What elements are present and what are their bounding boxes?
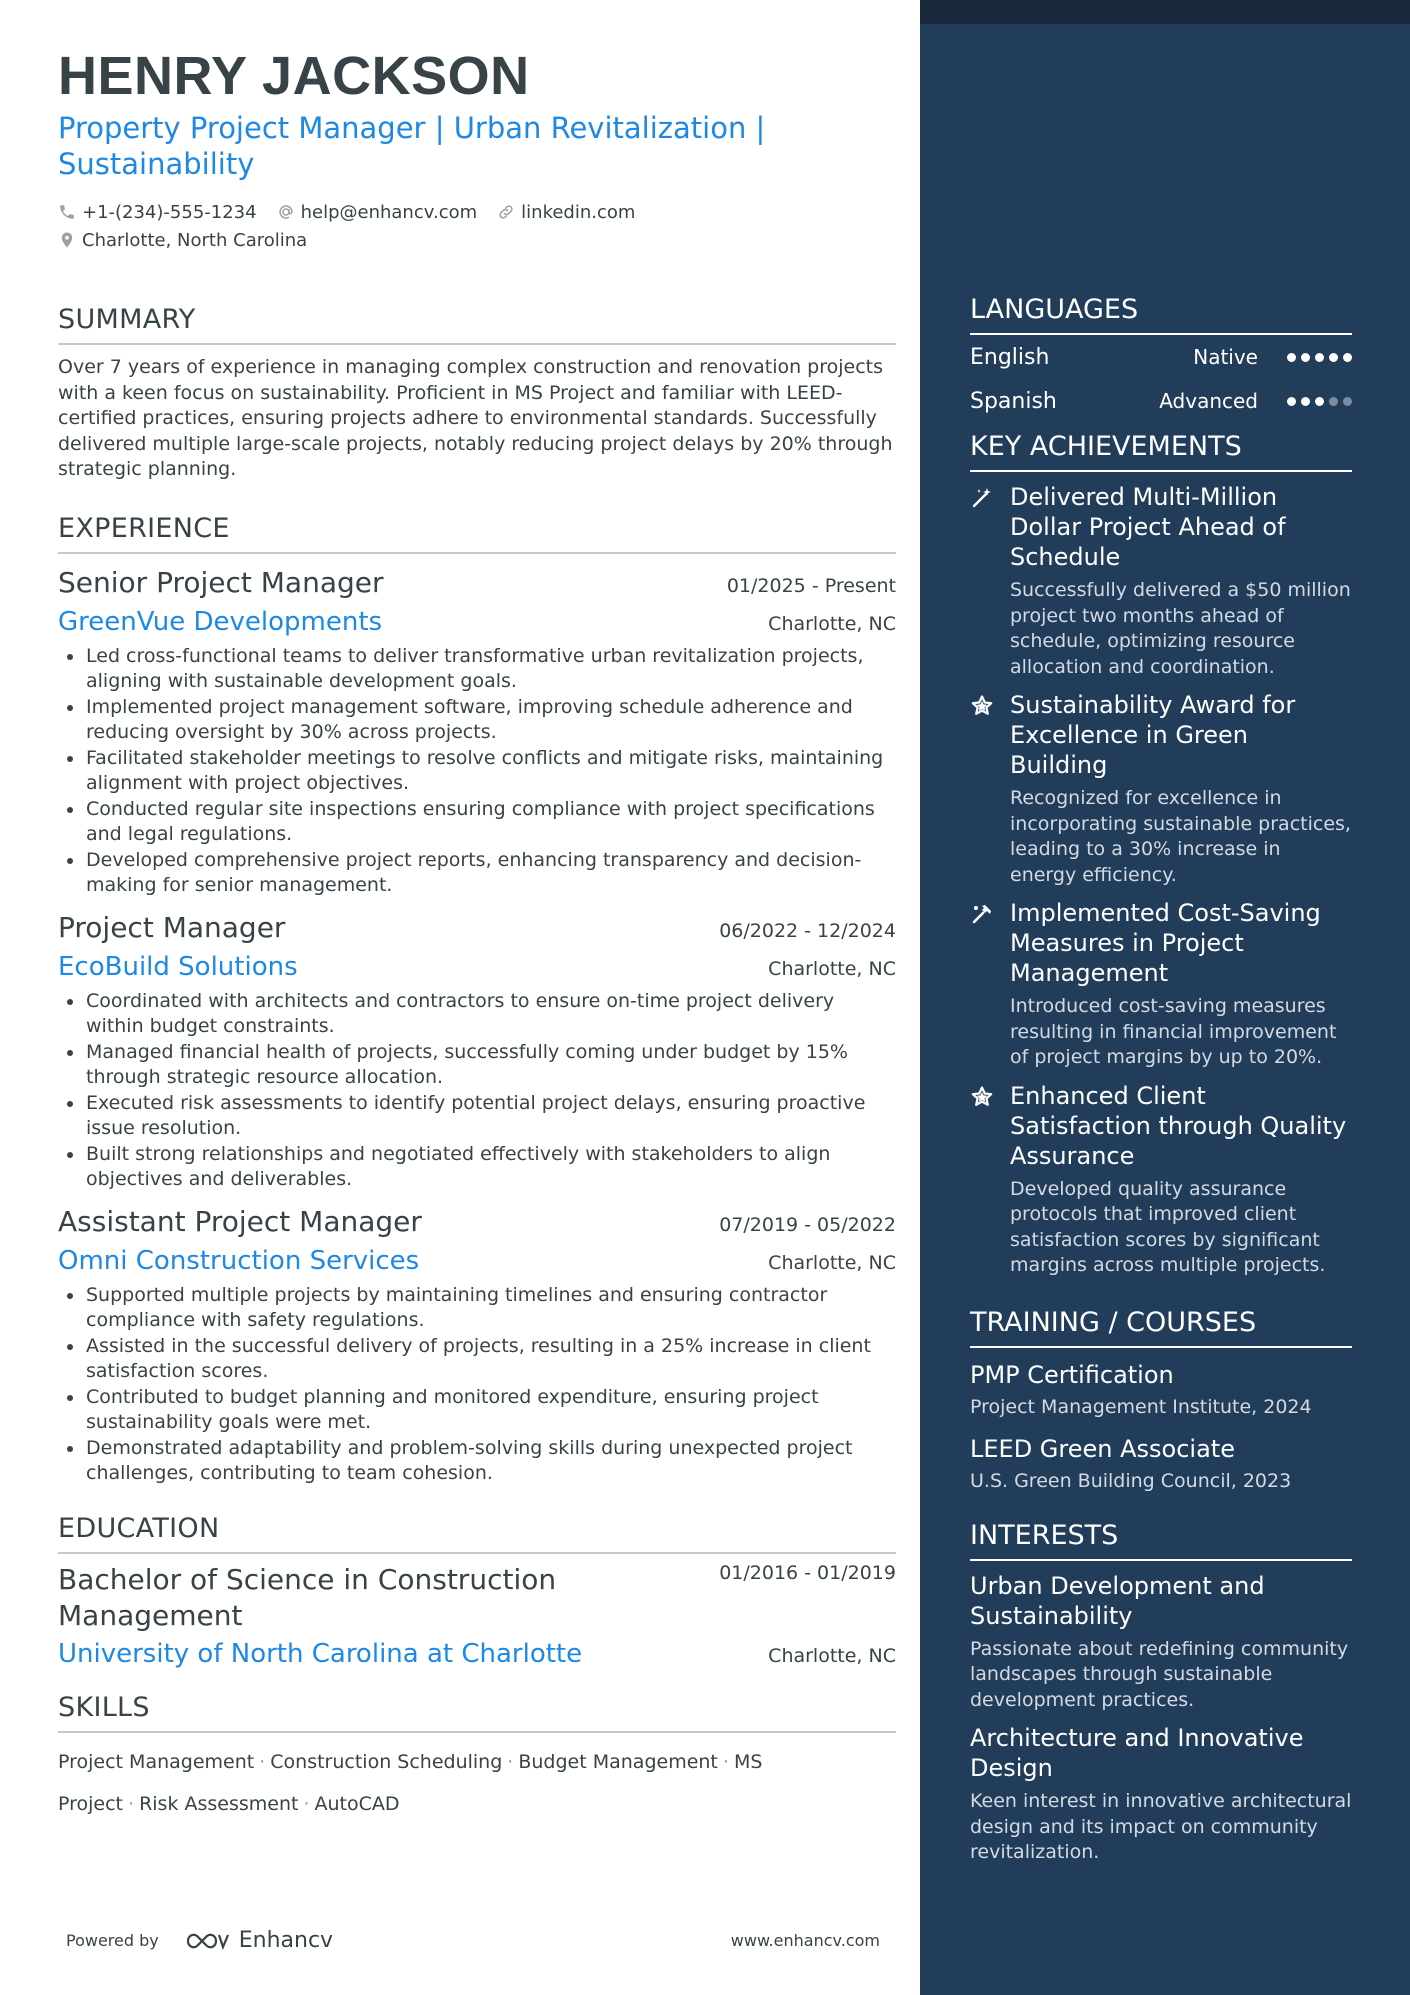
education-school: University of North Carolina at Charlotte — [58, 1638, 583, 1669]
course-provider: Project Management Institute, 2024 — [970, 1395, 1312, 1418]
course-name: PMP Certification — [970, 1360, 1174, 1389]
rating-dot — [1343, 397, 1352, 406]
skill-item: MS Project — [58, 1750, 763, 1815]
bullet-item: Built strong relationships and negotiated effectively with stakeholders to align objectives and deliverables. — [58, 1142, 896, 1193]
achievement-description: Introduced cost-saving measures resulting in financial improvement of project margins by up to 20%. — [1010, 995, 1337, 1068]
achievement-body — [1010, 482, 1352, 680]
skill-separator: · — [259, 1750, 266, 1773]
job-title: Project Manager — [58, 910, 286, 944]
job-title: Assistant Project Manager — [58, 1204, 422, 1238]
skills-list — [58, 1741, 888, 1825]
experience-list — [58, 564, 896, 1487]
education-heading: EDUCATION — [58, 1513, 896, 1554]
company-name: GreenVue Developments — [58, 606, 383, 637]
achievement-title: Sustainability Award for Excellence in Green Building — [1010, 691, 1296, 779]
languages-list — [970, 335, 1352, 423]
link-icon — [497, 203, 515, 221]
achievement-title: Delivered Multi-Million Dollar Project Ahead of Schedule — [1010, 483, 1286, 571]
bullet-item: Supported multiple projects by maintaining timelines and ensuring contractor compliance with safety regulations. — [58, 1283, 896, 1334]
achievement-description: Successfully delivered a $50 million project two months ahead of schedule, optimizing resource allocation and coordination. — [1010, 579, 1351, 678]
skill-separator: · — [722, 1750, 729, 1773]
enhancv-logo-icon — [185, 1930, 231, 1952]
job-bullets — [58, 989, 896, 1193]
footer — [66, 1928, 880, 1953]
phone-contact[interactable] — [58, 202, 257, 223]
interest-item — [970, 1571, 1352, 1714]
job-subheader — [58, 604, 896, 640]
language-item — [970, 335, 1352, 379]
skill-separator: · — [303, 1792, 310, 1815]
location-text: Charlotte, North Carolina — [82, 229, 308, 251]
achievement-title: Enhanced Client Satisfaction through Quality Assurance — [1010, 1081, 1347, 1170]
experience-item — [58, 909, 896, 1193]
rating-dot — [1301, 397, 1310, 406]
at-icon — [277, 203, 295, 221]
course-item — [970, 1432, 1352, 1496]
rating-dot — [1329, 353, 1338, 362]
company-name: EcoBuild Solutions — [58, 951, 298, 982]
job-dates: 07/2019 - 05/2022 — [719, 1213, 896, 1236]
language-level: Advanced — [1159, 389, 1258, 413]
contact-info — [58, 198, 896, 254]
achievement-description: Recognized for excellence in incorporating sustainable practices, leading to a 30% increase in energy efficiency. — [1010, 787, 1351, 886]
skill-separator: · — [507, 1750, 514, 1773]
experience-item — [58, 564, 896, 899]
phone-icon — [58, 203, 76, 221]
footer-url[interactable]: www.enhancv.com — [730, 1931, 880, 1950]
job-bullets — [58, 1283, 896, 1487]
location-pin-icon — [58, 231, 76, 249]
powered-by-label: Powered by — [66, 1931, 159, 1950]
rating-dot — [1287, 353, 1296, 362]
rating-dot — [1301, 353, 1310, 362]
enhancv-logo[interactable] — [185, 1928, 333, 1953]
language-name: English — [970, 344, 1050, 370]
skill-item: AutoCAD — [314, 1792, 400, 1815]
job-subheader — [58, 1243, 896, 1279]
magic-wand-icon — [970, 482, 1010, 680]
languages-heading: LANGUAGES — [970, 294, 1352, 335]
email-text: help@enhancv.com — [300, 201, 478, 223]
rating-dot — [1329, 397, 1338, 406]
bullet-item: Demonstrated adaptability and problem-solving skills during unexpected project challenges, contributing to team cohesion. — [58, 1436, 896, 1487]
email-contact[interactable] — [277, 202, 478, 223]
interest-name: Urban Development and Sustainability — [970, 1571, 1265, 1630]
rating-dot — [1315, 397, 1324, 406]
sidebar — [920, 0, 1410, 1995]
headline: Property Project Manager | Urban Revitalization | Sustainability — [58, 111, 766, 181]
job-bullets — [58, 644, 896, 899]
language-rating — [1282, 353, 1352, 362]
phone-text: +1-(234)-555-1234 — [82, 201, 257, 223]
bullet-item: Assisted in the successful delivery of projects, resulting in a 25% increase in client satisfaction scores. — [58, 1334, 896, 1385]
hammer-icon — [970, 898, 1010, 1071]
rating-dot — [1287, 397, 1296, 406]
skill-item: Budget Management — [518, 1750, 718, 1773]
course-item — [970, 1358, 1352, 1422]
bullet-item: Implemented project management software, improving schedule adherence and reducing oversight by 30% across projects. — [58, 695, 896, 746]
company-name: Omni Construction Services — [58, 1245, 420, 1276]
linkedin-contact[interactable] — [497, 202, 635, 223]
bullet-item: Managed financial health of projects, successfully coming under budget by 15% through strategic resource allocation. — [58, 1040, 896, 1091]
achievements-list — [970, 482, 1352, 1279]
linkedin-text: linkedin.com — [521, 201, 636, 223]
bullet-item: Executed risk assessments to identify potential project delays, ensuring proactive issue resolution. — [58, 1091, 896, 1142]
star-icon — [970, 690, 1010, 888]
bullet-item: Contributed to budget planning and monitored expenditure, ensuring project sustainability goals were met. — [58, 1385, 896, 1436]
skill-item: Construction Scheduling — [270, 1750, 503, 1773]
job-header — [58, 564, 896, 602]
bullet-item: Facilitated stakeholder meetings to resolve conflicts and mitigate risks, maintaining alignment with project objectives. — [58, 746, 896, 797]
training-list — [970, 1358, 1352, 1496]
bullet-item: Led cross-functional teams to deliver transformative urban revitalization projects, aligning with sustainable development goals. — [58, 644, 896, 695]
job-dates: 01/2025 - Present — [726, 574, 896, 597]
language-level: Native — [1193, 345, 1258, 369]
brand-text: Enhancv — [238, 1928, 334, 1953]
achievement-title: Implemented Cost-Saving Measures in Project Management — [1010, 899, 1321, 987]
job-subheader — [58, 949, 896, 985]
interest-description: Passionate about redefining community landscapes through sustainable development practices. — [970, 1637, 1349, 1711]
achievement-item — [970, 1081, 1352, 1279]
interests-heading: INTERESTS — [970, 1520, 1352, 1561]
achievement-body — [1010, 898, 1352, 1071]
course-name: LEED Green Associate — [970, 1434, 1235, 1463]
job-dates: 06/2022 - 12/2024 — [719, 919, 896, 942]
interest-name: Architecture and Innovative Design — [970, 1724, 1304, 1782]
interest-description: Keen interest in innovative architectural design and its impact on community revitalization. — [970, 1790, 1352, 1863]
sidebar-top-bar — [920, 0, 1410, 24]
training-heading: TRAINING / COURSES — [970, 1307, 1352, 1348]
experience-item — [58, 1203, 896, 1487]
star-icon — [970, 1081, 1010, 1279]
job-location: Charlotte, NC — [768, 612, 896, 635]
job-location: Charlotte, NC — [768, 957, 896, 980]
education-dates: 01/2016 - 01/2019 — [719, 1561, 896, 1584]
achievement-body — [1010, 1081, 1352, 1279]
powered-by — [66, 1928, 333, 1953]
job-header — [58, 909, 896, 947]
achievement-body — [1010, 690, 1352, 888]
language-item — [970, 379, 1352, 423]
achievement-description: Developed quality assurance protocols that improved client satisfaction scores by significant margins across multiple projects. — [1010, 1177, 1326, 1276]
skills-heading: SKILLS — [58, 1692, 896, 1733]
experience-heading: EXPERIENCE — [58, 513, 896, 554]
interests-list — [970, 1571, 1352, 1866]
achievements-heading: KEY ACHIEVEMENTS — [970, 431, 1352, 472]
skill-item: Risk Assessment — [139, 1792, 299, 1815]
education-degree: Bachelor of Science in Construction Management — [58, 1562, 557, 1632]
bullet-item: Developed comprehensive project reports, enhancing transparency and decision-making for senior management. — [58, 848, 896, 899]
job-location: Charlotte, NC — [768, 1251, 896, 1274]
course-provider: U.S. Green Building Council, 2023 — [970, 1469, 1292, 1492]
job-header — [58, 1203, 896, 1241]
bullet-item: Conducted regular site inspections ensuring compliance with project specifications and legal regulations. — [58, 797, 896, 848]
skill-item: Project Management — [58, 1750, 255, 1773]
language-rating — [1282, 397, 1352, 406]
skill-separator: · — [128, 1792, 135, 1815]
candidate-name: HENRY JACKSON — [58, 46, 530, 106]
rating-dot — [1315, 353, 1324, 362]
summary-text: Over 7 years of experience in managing complex construction and renovation projects with a keen focus on sustainability. Proficient in MS Project and familiar with LEED-certified practices, ensuring projects adhere to environmental standards. Successfully delivered multiple large-scale projects, notably reducing project delays by 20% through strategic planning. — [58, 356, 893, 480]
education-location: Charlotte, NC — [768, 1644, 896, 1667]
summary-heading: SUMMARY — [58, 304, 896, 345]
bullet-item: Coordinated with architects and contractors to ensure on-time project delivery within budget constraints. — [58, 989, 896, 1040]
location-contact — [58, 230, 307, 251]
achievement-item — [970, 690, 1352, 888]
achievement-item — [970, 482, 1352, 680]
rating-dot — [1343, 353, 1352, 362]
interest-item — [970, 1723, 1352, 1866]
job-title: Senior Project Manager — [58, 565, 384, 599]
achievement-item — [970, 898, 1352, 1071]
language-name: Spanish — [970, 388, 1057, 414]
